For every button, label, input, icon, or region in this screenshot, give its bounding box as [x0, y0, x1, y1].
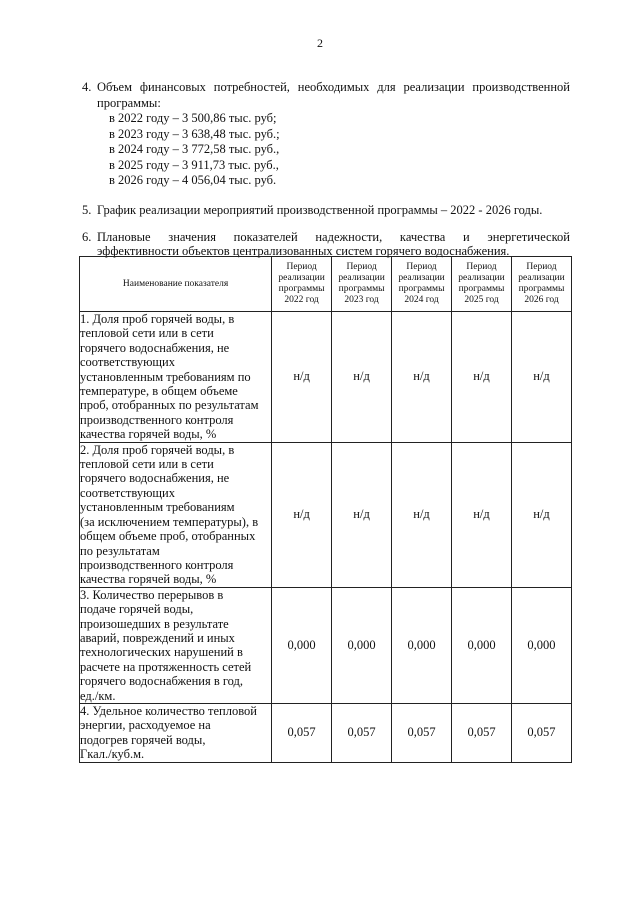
table-row	[80, 703, 572, 762]
value-2025: н/д	[452, 442, 512, 587]
table-row	[80, 312, 572, 443]
value-2026: н/д	[511, 312, 571, 443]
section-financial-needs	[82, 80, 570, 189]
indicator-name: 3. Количество перерывов в подаче горячей воды, произошедших в результате аварий, повреждений и иных технологических нарушений в расчете на протяженность сетей горячего водоснабжения в год, ед./км.	[80, 587, 272, 703]
value-2025: н/д	[452, 312, 512, 443]
indicator-name: 4. Удельное количество тепловой энергии, расходуемое на подогрев горячей воды, Гкал./куб.м.	[80, 703, 272, 762]
header-period-2024: Период реализации программы 2024 год	[392, 257, 452, 312]
table-header-row	[80, 257, 572, 312]
header-period-2022: Период реализации программы 2022 год	[272, 257, 332, 312]
value-2023: 0,000	[332, 587, 392, 703]
value-2022: 0,000	[272, 587, 332, 703]
section-text-line: эффективности объектов централизованных систем горячего водоснабжения.	[97, 244, 510, 258]
indicators-table	[79, 256, 572, 763]
section-text-line: Плановые значения показателей надежности, качества и энергетической	[97, 230, 570, 244]
section-text-line: График реализации мероприятий производственной программы – 2022 - 2026 годы.	[97, 203, 543, 217]
amount-line: в 2025 году – 3 911,73 тыс. руб.,	[109, 157, 279, 172]
value-2022: 0,057	[272, 703, 332, 762]
value-2022: н/д	[272, 442, 332, 587]
value-2023: 0,057	[332, 703, 392, 762]
amount-line: в 2023 году – 3 638,48 тыс. руб.;	[109, 126, 280, 141]
value-2024: н/д	[392, 312, 452, 443]
table-row	[80, 442, 572, 587]
page-number: 2	[317, 36, 323, 50]
amount-line: в 2026 году – 4 056,04 тыс. руб.	[109, 173, 277, 187]
indicator-name: 2. Доля проб горячей воды, в тепловой сети или в сети горячего водоснабжения, не соответствующих установленным требованиям (за исключением температуры), в общем объеме проб, отобранных по результатам производственного контроля качества горячей воды, %	[80, 442, 272, 587]
section-number: 6.	[82, 230, 92, 244]
section-number: 4.	[82, 80, 92, 94]
header-period-2023: Период реализации программы 2023 год	[332, 257, 392, 312]
section-indicators-intro	[82, 230, 570, 258]
value-2025: 0,057	[452, 703, 512, 762]
header-period-2026: Период реализации программы 2026 год	[511, 257, 571, 312]
value-2025: 0,000	[452, 587, 512, 703]
value-2024: 0,057	[392, 703, 452, 762]
value-2024: н/д	[392, 442, 452, 587]
amount-line: в 2022 году – 3 500,86 тыс. руб;	[109, 111, 277, 125]
section-number: 5.	[82, 203, 92, 217]
indicator-name: 1. Доля проб горячей воды, в тепловой сети или в сети горячего водоснабжения, не соответствующих установленным требованиям по температуре, в общем объеме проб, отобранных по результатам производственного контроля качества горячей воды, %	[80, 312, 272, 443]
value-2026: 0,057	[511, 703, 571, 762]
header-indicator-name: Наименование показателя	[80, 257, 272, 312]
value-2024: 0,000	[392, 587, 452, 703]
value-2022: н/д	[272, 312, 332, 443]
amount-line: в 2024 году – 3 772,58 тыс. руб.,	[109, 142, 280, 156]
value-2026: н/д	[511, 442, 571, 587]
header-period-2025: Период реализации программы 2025 год	[452, 257, 512, 312]
section-text-line: Объем финансовых потребностей, необходимых для реализации производственной	[97, 80, 570, 94]
section-text-line: программы:	[97, 95, 161, 110]
table-row	[80, 587, 572, 703]
value-2023: н/д	[332, 312, 392, 443]
value-2026: 0,000	[511, 587, 571, 703]
section-schedule	[82, 203, 570, 219]
value-2023: н/д	[332, 442, 392, 587]
